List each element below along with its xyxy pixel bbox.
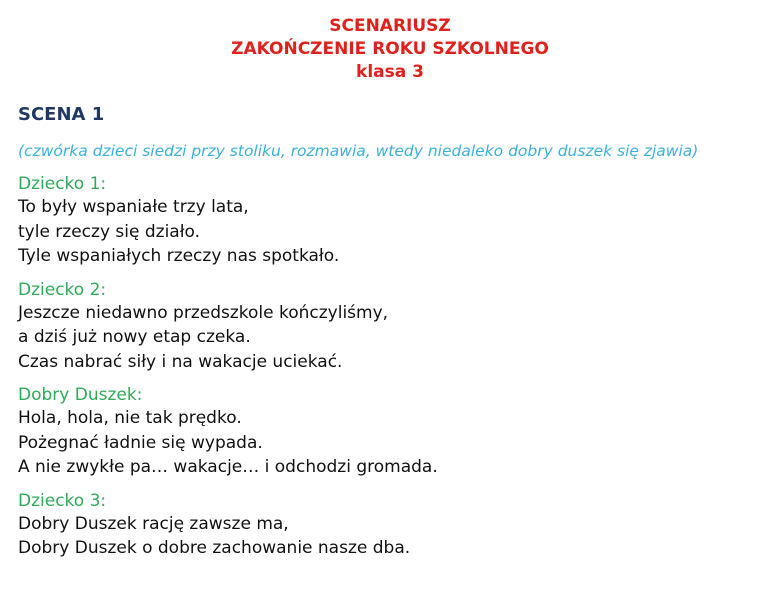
dialogue-line: Tyle wspaniałych rzeczy nas spotkało. xyxy=(18,246,340,266)
stage-direction: (czwórka dzieci siedzi przy stoliku, rozmawia, wtedy niedaleko dobry duszek się zjawia) xyxy=(18,142,699,160)
dialogue-block xyxy=(18,173,780,269)
speaker-label: Dobry Duszek: xyxy=(18,385,143,405)
dialogue-line: Hola, hola, nie tak prędko. xyxy=(18,408,242,428)
dialogue-block xyxy=(18,384,780,480)
dialogue-line: Pożegnać ładnie się wypada. xyxy=(18,432,263,453)
document-title xyxy=(18,15,762,84)
dialogue-line: To były wspaniałe trzy lata, xyxy=(18,197,249,217)
title-line-event: ZAKOŃCZENIE ROKU SZKOLNEGO xyxy=(231,39,549,59)
dialogue-line: Czas nabrać siły i na wakacje uciekać. xyxy=(18,351,343,372)
speaker-label: Dziecko 2: xyxy=(18,279,107,300)
dialogue-block xyxy=(18,279,780,375)
dialogue-line: tyle rzeczy się działo. xyxy=(18,221,201,242)
dialogue-block xyxy=(18,490,780,561)
dialogue-line: Dobry Duszek rację zawsze ma, xyxy=(18,513,289,534)
title-line-scenariusz: SCENARIUSZ xyxy=(329,16,451,36)
speaker-label: Dziecko 3: xyxy=(18,490,107,511)
title-line-class: klasa 3 xyxy=(356,62,424,82)
dialogue-line: Dobry Duszek o dobre zachowanie nasze dba. xyxy=(18,538,411,558)
scene-heading: SCENA 1 xyxy=(18,104,105,125)
dialogue-line: a dziś już nowy etap czeka. xyxy=(18,327,251,347)
dialogue-line: A nie zwykłe pa… wakacje… i odchodzi gromada. xyxy=(18,457,438,477)
dialogue-line: Jeszcze niedawno przedszkole kończyliśmy, xyxy=(18,302,389,323)
speaker-label: Dziecko 1: xyxy=(18,174,107,194)
